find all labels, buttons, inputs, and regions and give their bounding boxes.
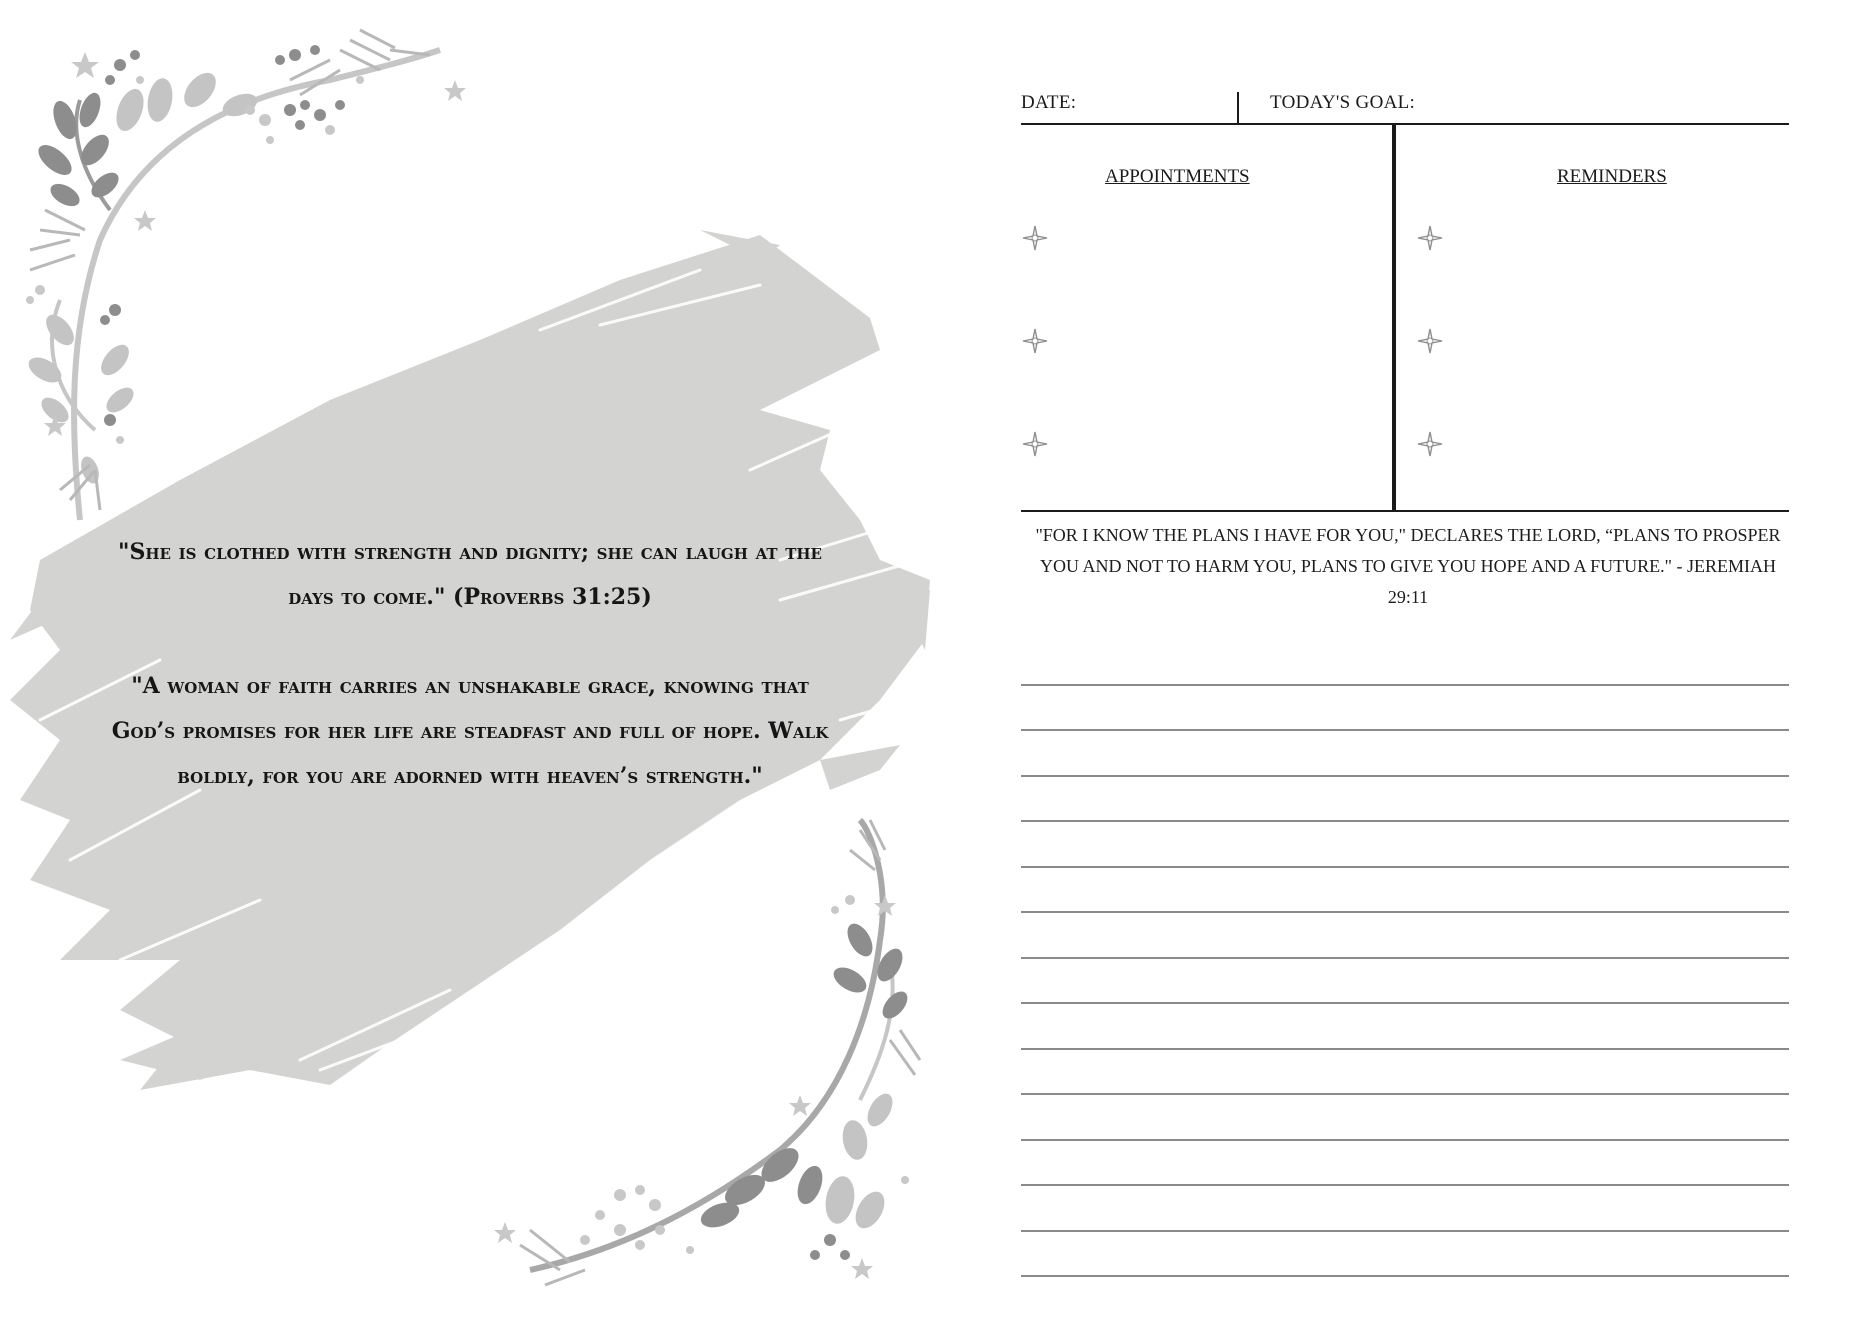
header-underline <box>1021 123 1789 125</box>
proverbs-quote: "She is clothed with strength and dignity; she can laugh at the days to come." (Proverbs 31:25) <box>118 539 822 610</box>
sparkle-icon <box>1022 225 1048 251</box>
sparkle-icon <box>1417 328 1443 354</box>
writing-line[interactable] <box>1021 1186 1789 1232</box>
todays-goal-label: TODAY'S GOAL: <box>1270 92 1416 113</box>
writing-line[interactable] <box>1021 777 1789 823</box>
writing-line[interactable] <box>1021 686 1789 732</box>
writing-line[interactable] <box>1021 1050 1789 1096</box>
sparkle-icon <box>1022 328 1048 354</box>
writing-line[interactable] <box>1021 1232 1789 1278</box>
reminders-title: REMINDERS <box>1557 166 1667 187</box>
column-divider <box>1392 125 1396 512</box>
sparkle-icon <box>1417 225 1443 251</box>
writing-line[interactable] <box>1021 959 1789 1005</box>
writing-lines <box>1021 640 1789 1277</box>
faith-quote: "A woman of faith carries an unshakable grace, knowing that God’s promises for her life are steadfast and full of hope. Walk boldly, for you are adorned with heaven’s strength." <box>111 673 829 789</box>
writing-line[interactable] <box>1021 1004 1789 1050</box>
writing-line[interactable] <box>1021 731 1789 777</box>
sparkle-icon <box>1022 431 1048 457</box>
writing-line[interactable] <box>1021 1141 1789 1187</box>
writing-line[interactable] <box>1021 868 1789 914</box>
writing-line[interactable] <box>1021 913 1789 959</box>
appointments-title: APPOINTMENTS <box>1105 166 1250 187</box>
quote-block <box>100 530 840 799</box>
jeremiah-verse: "FOR I KNOW THE PLANS I HAVE FOR YOU," DECLARES THE LORD, “PLANS TO PROSPER YOU AND NOT TO HARM YOU, PLANS TO GIVE YOU HOPE AND A FUTURE." - JEREMIAH 29:11 <box>1035 525 1781 607</box>
header-divider <box>1237 92 1239 125</box>
writing-line[interactable] <box>1021 1095 1789 1141</box>
sparkle-icon <box>1417 431 1443 457</box>
writing-line[interactable] <box>1021 640 1789 686</box>
date-label: DATE: <box>1021 92 1077 113</box>
writing-line[interactable] <box>1021 822 1789 868</box>
section-underline <box>1021 510 1789 512</box>
